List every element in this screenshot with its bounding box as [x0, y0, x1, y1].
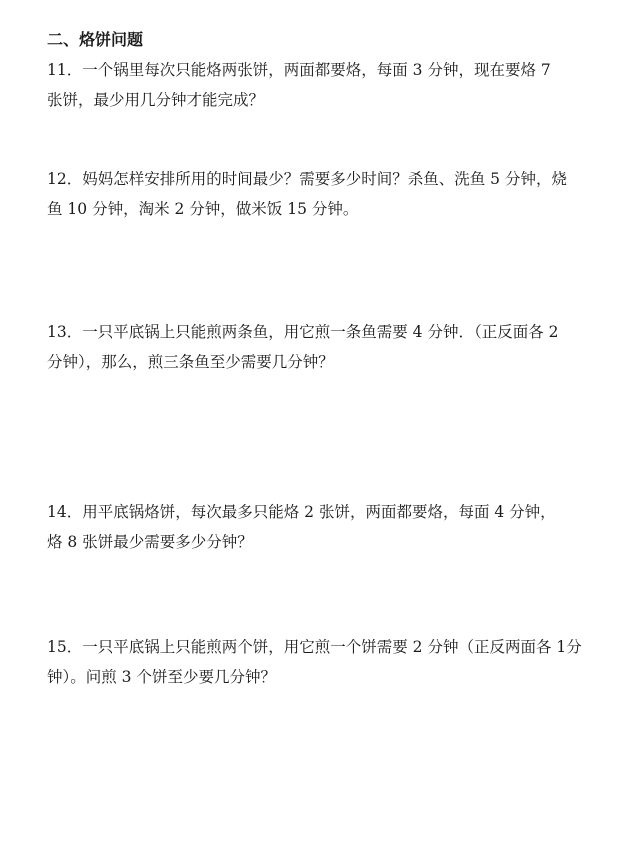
question-15 [47, 632, 607, 692]
question-line: 钟）。问煎 3 个饼至少要几分钟？ [47, 668, 276, 686]
question-12 [47, 164, 607, 224]
section-title: 二、烙饼问题 [47, 30, 144, 49]
question-line: 12．妈妈怎样安排所用的时间最少？需要多少时间？杀鱼、洗鱼 5 分钟，烧 [47, 170, 567, 188]
question-14 [47, 497, 607, 557]
question-11 [47, 55, 607, 115]
question-line: 15．一只平底锅上只能煎两个饼，用它煎一个饼需要 2 分钟（正反两面各 1分 [47, 638, 582, 656]
question-line: 分钟），那么，煎三条鱼至少需要几分钟？ [47, 353, 334, 371]
question-line: 烙 8 张饼最少需要多少分钟？ [47, 533, 253, 551]
question-13 [47, 317, 607, 377]
question-line: 14．用平底锅烙饼，每次最多只能烙 2 张饼，两面都要烙，每面 4 分钟， [47, 503, 556, 521]
question-line: 鱼 10 分钟，淘米 2 分钟，做米饭 15 分钟。 [47, 200, 359, 218]
question-line: 11．一个锅里每次只能烙两张饼，两面都要烙，每面 3 分钟，现在要烙 7 [47, 61, 551, 79]
question-line: 张饼，最少用几分钟才能完成？ [47, 91, 265, 109]
question-line: 13．一只平底锅上只能煎两条鱼，用它煎一条鱼需要 4 分钟．（正反面各 2 [47, 323, 559, 341]
